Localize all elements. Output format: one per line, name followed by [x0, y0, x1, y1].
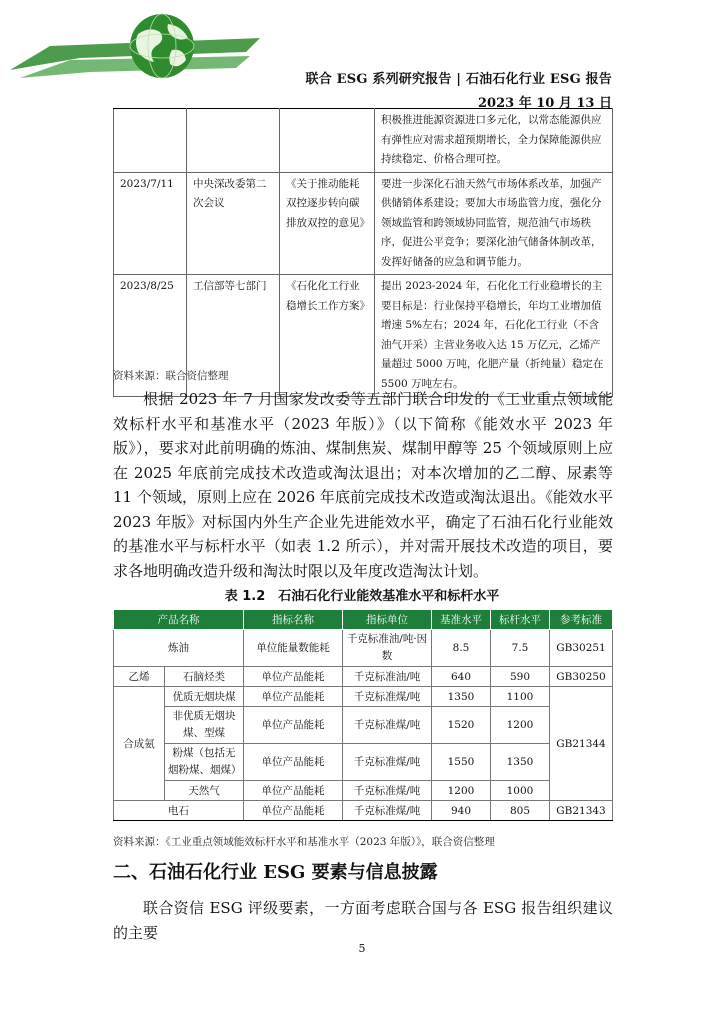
policy-content: 提出 2023-2024 年，石化化工行业稳增长的主要目标是：行业保持平稳增长，年均工业增加值增速 5%左右；2024 年，石化化工行业（不含油气开采）主营业务收入达 15 万亿元，乙烯产量超过 5000 万吨，化肥产量（折纯量）稳定在 5500 万吨左右。 [375, 275, 613, 397]
product-name: 炼油 [114, 630, 244, 667]
product-name: 电石 [114, 801, 244, 821]
product-name: 天然气 [165, 781, 244, 801]
benchmark-value: 1520 [432, 707, 491, 744]
advanced-value: 590 [491, 667, 550, 687]
product-name: 优质无烟块煤 [165, 687, 244, 707]
section-heading: 二、石油石化行业 ESG 要素与信息披露 [113, 862, 438, 883]
header-standard: 参考标准 [550, 610, 613, 630]
table-row [114, 707, 613, 744]
product-group: 合成氨 [114, 687, 165, 801]
table-row [114, 109, 613, 173]
policy-org: 工信部等七部门 [187, 275, 280, 397]
advanced-value: 1100 [491, 687, 550, 707]
policy-table [113, 108, 613, 397]
reference-standard: GB30251 [550, 630, 613, 667]
indicator-name: 单位产品能耗 [244, 667, 343, 687]
header-product: 产品名称 [114, 610, 244, 630]
policy-date: 2023/8/25 [114, 275, 187, 397]
table-header-row [114, 610, 613, 630]
indicator-name: 单位产品能耗 [244, 781, 343, 801]
table-caption: 表 1.2 石油石化行业能效基准水平和标杆水平 [224, 589, 500, 604]
indicator-name: 单位产品能耗 [244, 801, 343, 821]
policy-doc [280, 109, 375, 173]
policy-content: 积极推进能源资源进口多元化，以常态能源供应有弹性应对需求超预期增长，全力保障能源供应持续稳定、价格合理可控。 [375, 109, 613, 173]
benchmark-value: 940 [432, 801, 491, 821]
globe-logo-icon [10, 12, 260, 82]
table-row [114, 630, 613, 667]
benchmark-value: 1350 [432, 687, 491, 707]
energy-table-source: 资料来源：《工业重点领域能效标杆水平和基准水平（2023 年版）》，联合资信整理 [113, 836, 495, 848]
header-title: 联合 ESG 系列研究报告 | 石油石化行业 ESG 报告 [305, 72, 612, 87]
indicator-name: 单位能量数能耗 [244, 630, 343, 667]
policy-table-source: 资料来源：联合资信整理 [113, 370, 229, 382]
benchmark-value: 1200 [432, 781, 491, 801]
table-row [114, 781, 613, 801]
product-name: 非优质无烟块煤、型煤 [165, 707, 244, 744]
body-paragraph: 联合资信 ESG 评级要素，一方面考虑联合国与各 ESG 报告组织建议的主要 [113, 899, 613, 942]
advanced-value: 1200 [491, 707, 550, 744]
energy-efficiency-table [113, 609, 613, 821]
indicator-unit: 千克标准煤/吨 [343, 801, 432, 821]
header-indicator: 指标名称 [244, 610, 343, 630]
policy-doc: 《关于推动能耗双控逐步转向碳排放双控的意见》 [280, 172, 375, 275]
advanced-value: 805 [491, 801, 550, 821]
product-group: 乙烯 [114, 667, 165, 687]
policy-doc: 《石化化工行业稳增长工作方案》 [280, 275, 375, 397]
indicator-name: 单位产品能耗 [244, 744, 343, 781]
indicator-unit: 千克标准煤/吨 [343, 687, 432, 707]
policy-org: 中央深改委第二次会议 [187, 172, 280, 275]
table-row [114, 667, 613, 687]
table-row [114, 687, 613, 707]
indicator-unit: 千克标准煤/吨 [343, 744, 432, 781]
header-unit: 指标单位 [343, 610, 432, 630]
indicator-unit: 千克标准油/吨·因数 [343, 630, 432, 667]
page-number: 5 [358, 942, 366, 955]
policy-org [187, 109, 280, 173]
product-name: 粉煤（包括无烟粉煤、烟煤） [165, 744, 244, 781]
table-row [114, 801, 613, 821]
advanced-value: 7.5 [491, 630, 550, 667]
indicator-name: 单位产品能耗 [244, 707, 343, 744]
header-advanced: 标杆水平 [491, 610, 550, 630]
reference-standard: GB21343 [550, 801, 613, 821]
header-date: 2023 年 10 月 13 日 [478, 96, 612, 111]
reference-standard: GB30250 [550, 667, 613, 687]
advanced-value: 1000 [491, 781, 550, 801]
benchmark-value: 640 [432, 667, 491, 687]
product-name: 石脑烃类 [165, 667, 244, 687]
table-row [114, 744, 613, 781]
benchmark-value: 1550 [432, 744, 491, 781]
indicator-unit: 千克标准煤/吨 [343, 707, 432, 744]
benchmark-value: 8.5 [432, 630, 491, 667]
reference-standard: GB21344 [550, 687, 613, 801]
policy-date [114, 109, 187, 173]
indicator-unit: 千克标准煤/吨 [343, 781, 432, 801]
policy-date: 2023/7/11 [114, 172, 187, 275]
indicator-name: 单位产品能耗 [244, 687, 343, 707]
advanced-value: 1350 [491, 744, 550, 781]
table-row [114, 172, 613, 275]
indicator-unit: 千克标准油/吨 [343, 667, 432, 687]
body-paragraph: 根据 2023 年 7 月国家发改委等五部门联合印发的《工业重点领域能效标杆水平和基准水平（2023 年版）》（以下简称《能效水平 2023 年版》），要求对此前明确的炼油、煤制焦炭、煤制甲醇等 25 个领域原则上应在 2025 年底前完成技术改造或淘汰退出；对本次增加的乙二醇、尿素等 11 个领域，原则上应在 2026 年底前完成技术改造或淘汰退出。《能效水平 2023 年版》对标国内外生产企业先进能效水平，确定了石油石化行业能效的基准水平与标杆水平（如表 1.2 所示），并对需开展技术改造的项目，要求各地明确改造升级和淘汰时限以及年度改造淘汰计划。 [113, 390, 613, 580]
header-benchmark: 基准水平 [432, 610, 491, 630]
policy-content: 要进一步深化石油天然气市场体系改革，加强产供储销体系建设；要加大市场监管力度，强化分领域监管和跨领域协同监管，规范油气市场秩序，促进公平竞争；要深化油气储备体制改革，发挥好储备的应急和调节能力。 [375, 172, 613, 275]
